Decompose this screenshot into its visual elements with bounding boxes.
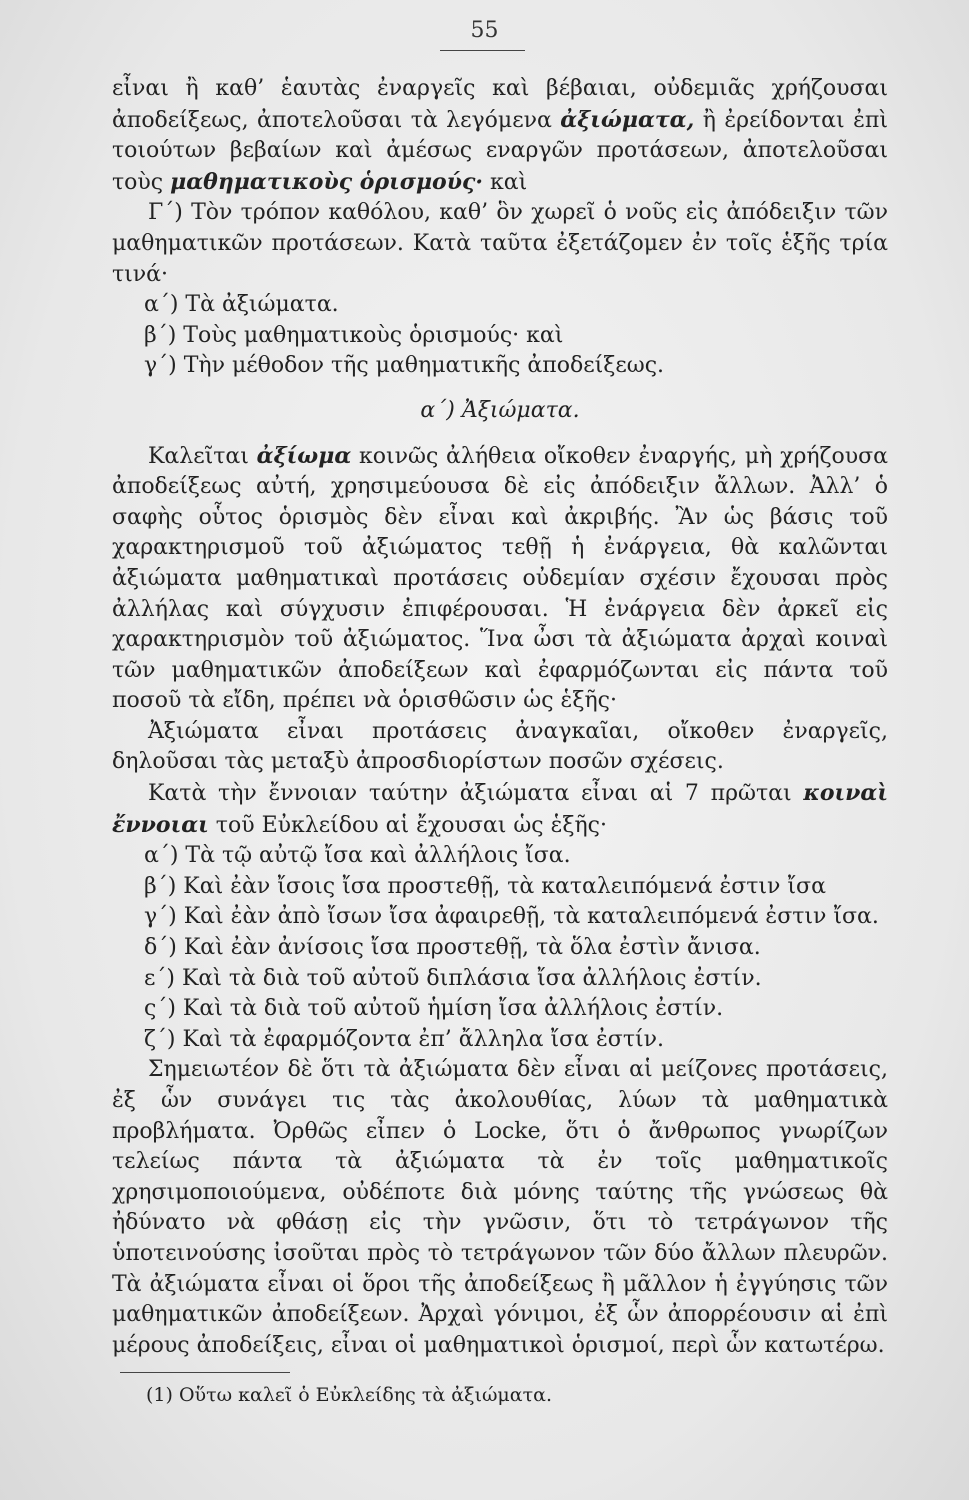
list-item: γ΄) Τὴν μέθοδον τῆς μαθηματικῆς ἀποδείξεως. (144, 353, 665, 379)
paragraph-definition (112, 441, 888, 717)
term-axioms: ἀξιώματα, (560, 106, 695, 133)
text-span: εἶναι ἢ καθ’ ἑαυτὰς ἐναργεῖς καὶ βέβαιαι, οὐδεμιᾶς χρήζουσαι ἀποδείξεως, ἀποτελοῦσαι τὰ λεγόμενα (112, 76, 888, 133)
axiom-item: ε΄) Καὶ τὰ διὰ τοῦ αὐτοῦ διπλάσια ἴσα ἀλλήλοις ἐστίν. (144, 965, 762, 991)
text-span: καὶ (483, 169, 528, 195)
axiom-item: δ΄) Καὶ ἐὰν ἀνίσοις ἴσα προστεθῇ, τὰ ὅλα ἐστὶν ἄνισα. (144, 935, 761, 961)
axiom-item: ς΄) Καὶ τὰ διὰ τοῦ αὐτοῦ ἡμίση ἴσα ἀλλήλοις ἐστίν. (144, 996, 724, 1022)
axiom-item: α΄) Τὰ τῷ αὐτῷ ἴσα καὶ ἀλλήλοις ἴσα. (144, 843, 571, 869)
list-item: β΄) Τοὺς μαθηματικοὺς ὁρισμούς· καὶ (144, 322, 564, 348)
page-number: 55 (470, 18, 499, 43)
term-axiom: ἀξίωμα (256, 442, 352, 469)
term-definitions: μαθηματικοὺς ὁρισμούς· (170, 168, 484, 195)
text-span: Καλεῖται (148, 443, 257, 469)
paragraph-gamma: Γ΄) Τὸν τρόπον καθόλου, καθ’ ὃν χωρεῖ ὁ νοῦς εἰς ἀπόδειξιν τῶν μαθηματικῶν προτάσεων. Κατὰ ταῦτα ἐξετάζομεν ἐν τοῖς ἑξῆς τρία τινά· (112, 200, 888, 287)
term-common-notions: κοιναὶ ἔννοιαι (112, 780, 888, 838)
paragraph-axiom-definition: Ἀξιώματα εἶναι προτάσεις ἀναγκαῖαι, οἴκοθεν ἐναργεῖς, δηλοῦσαι τὰς μεταξὺ ἀπροσδιορίστων ποσῶν σχέσεις. (112, 718, 888, 775)
header-rule (440, 50, 525, 51)
paragraph-locke: Σημειωτέον δὲ ὅτι τὰ ἀξιώματα δὲν εἶναι αἱ μείζονες προτάσεις, ἐξ ὧν συνάγει τις τὰς ἀκολουθίας, λύων τὰ μαθηματικὰ προβλήματα. Ὀρθῶς εἶπεν ὁ Locke, ὅτι ὁ ἄνθρωπος γνωρίζων τελείως πάντα τὰ ἀξιώματα τὰ ἐν τοῖς μαθηματικοῖς χρησιμοποιούμενα, οὐδέποτε διὰ μόνης ταύτης τῆς γνώσεως θὰ ἠδύνατο νὰ φθάσῃ εἰς τὴν γνῶσιν, ὅτι τὸ τετράγωνον τῆς ὑποτεινούσης ἰσοῦται πρὸς τὸ τετράγωνον τῶν δύο ἄλλων πλευρῶν. Τὰ ἀξιώματα εἶναι οἱ ὅροι τῆς ἀποδείξεως ἢ μᾶλλον ἡ ἐγγύησις τῶν μαθηματικῶν ἀποδείξεων. Ἀρχαὶ γόνιμοι, ἐξ ὧν ἀπορρέουσιν αἱ ἐπὶ μέρους ἀποδείξεις, εἶναι οἱ μαθηματικοὶ ὁρισμοί, περὶ ὧν κατωτέρω. (112, 1057, 888, 1358)
section-title: α΄) Ἀξιώματα. (420, 397, 580, 423)
axiom-item: ζ΄) Καὶ τὰ ἐφαρμόζοντα ἐπ’ ἄλληλα ἴσα ἐστίν. (144, 1026, 664, 1052)
paragraph-euclid (112, 778, 888, 841)
axiom-item: β΄) Καὶ ἐὰν ἴσοις ἴσα προστεθῇ, τὰ καταλειπόμενά ἐστιν ἴσα (144, 873, 826, 899)
text-span: κοινῶς ἀλήθεια οἴκοθεν ἐναργής, μὴ χρήζουσα ἀποδείξεως αὐτή, χρησιμεύουσα δὲ εἰς ἀπόδειξιν ἄλλων. Ἀλλ’ ὁ σαφὴς οὗτος ὁρισμὸς δὲν εἶναι καὶ ἀκριβής. Ἂν ὡς βάσις τοῦ χαρακτηρισμοῦ τοῦ ἀξιώματος τεθῇ ἡ ἐνάργεια, θὰ καλῶνται ἀξιώματα μαθηματικαὶ προτάσεις οὐδεμίαν σχέσιν ἔχουσαι πρὸς ἀλλήλας καὶ σύγχυσιν ἐπιφέρουσαι. Ἡ ἐνάργεια δὲν ἀρκεῖ εἰς χαρακτηρισμὸν τοῦ ἀξιώματος. Ἵνα ὦσι τὰ ἀξιώματα ἀρχαὶ κοιναὶ τῶν μαθηματικῶν ἀποδείξεων καὶ ἐφαρμόζωνται εἰς πάντα τοῦ ποσοῦ τὰ εἴδη, πρέπει νὰ ὁρισθῶσιν ὡς ἑξῆς· (112, 443, 888, 714)
paragraph-continuation (112, 74, 888, 198)
footnote-rule (120, 1372, 290, 1373)
footnote: (1) Οὕτω καλεῖ ὁ Εὐκλείδης τὰ ἀξιώματα. (146, 1384, 552, 1406)
axiom-item: γ΄) Καὶ ἐὰν ἀπὸ ἴσων ἴσα ἀφαιρεθῇ, τὰ καταλειπόμενά ἐστιν ἴσα. (144, 904, 879, 930)
text-span: τοῦ Εὐκλείδου αἱ ἔχουσαι ὡς ἑξῆς· (208, 812, 607, 838)
body-text (112, 74, 888, 1361)
text-span: Κατὰ τὴν ἔννοιαν ταύτην ἀξιώματα εἶναι αἱ 7 πρῶται (148, 781, 804, 807)
text-span: ἢ ἐρείδονται ἐπὶ τοιούτων βεβαίων καὶ ἀμέσως εναργῶν προτάσεων, ἀποτελοῦσαι τοὺς (112, 107, 888, 195)
list-item: α΄) Τὰ ἀξιώματα. (144, 292, 339, 318)
